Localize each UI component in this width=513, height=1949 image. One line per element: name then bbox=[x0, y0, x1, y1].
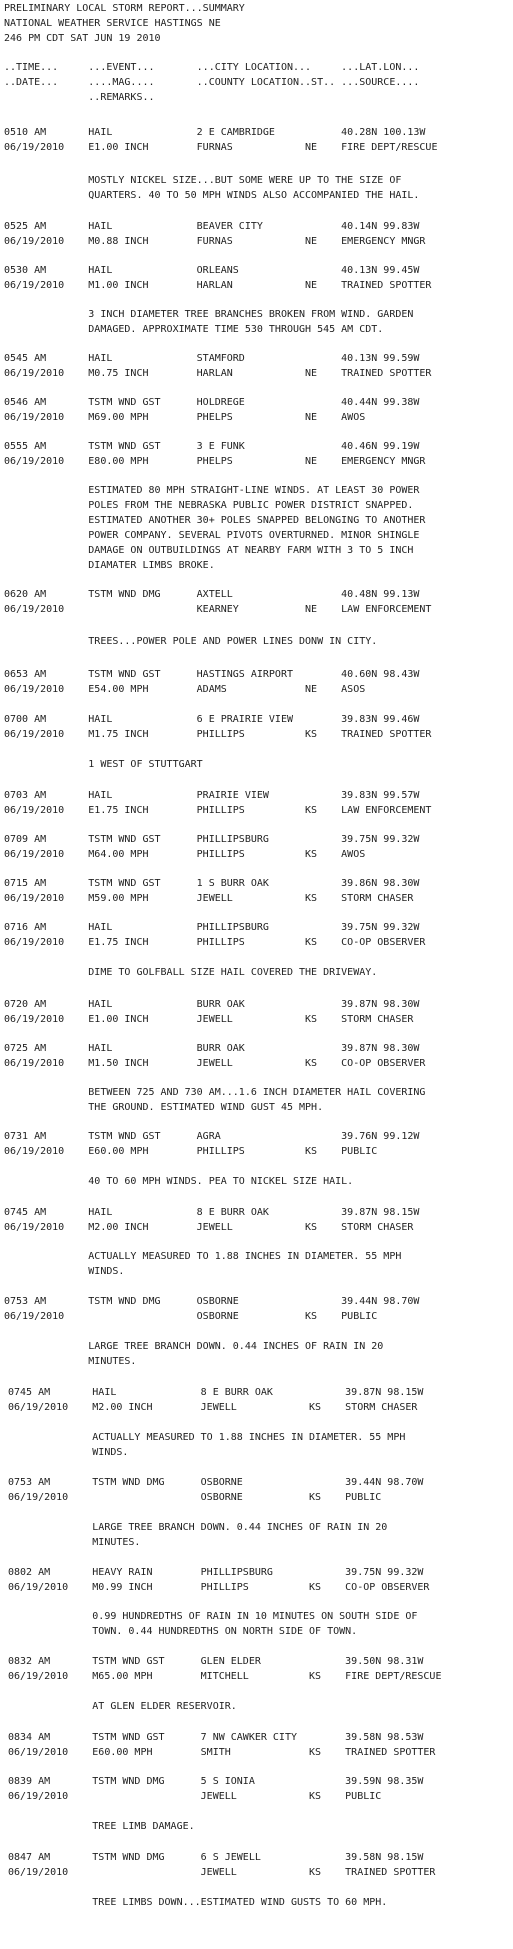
report-line: 06/19/2010 M1.00 INCH HARLAN NE TRAINED SPOTTER bbox=[4, 280, 432, 291]
report-line: 06/19/2010 M1.75 INCH PHILLIPS KS TRAINED SPOTTER bbox=[4, 729, 432, 740]
report-line: 1 WEST OF STUTTGART bbox=[4, 759, 203, 770]
report-line: 0725 AM HAIL BURR OAK 39.87N 98.30W bbox=[4, 1043, 420, 1054]
report-line: MOSTLY NICKEL SIZE...BUT SOME WERE UP TO THE SIZE OF bbox=[4, 175, 402, 186]
report-line: 0709 AM TSTM WND GST PHILLIPSBURG 39.75N 99.32W bbox=[4, 834, 420, 845]
report-line: 06/19/2010 OSBORNE KS PUBLIC bbox=[8, 1492, 382, 1503]
report-line: ESTIMATED ANOTHER 30+ POLES SNAPPED BELONGING TO ANOTHER bbox=[4, 515, 426, 526]
report-line: TOWN. 0.44 HUNDREDTHS ON NORTH SIDE OF TOWN. bbox=[8, 1626, 358, 1637]
report-line: 06/19/2010 E1.00 INCH FURNAS NE FIRE DEPT/RESCUE bbox=[4, 142, 438, 153]
report-line: 0530 AM HAIL ORLEANS 40.13N 99.45W bbox=[4, 265, 420, 276]
report-line: LARGE TREE BRANCH DOWN. 0.44 INCHES OF RAIN IN 20 bbox=[4, 1341, 384, 1352]
report-line: TREE LIMBS DOWN...ESTIMATED WIND GUSTS TO 60 MPH. bbox=[8, 1897, 388, 1908]
report-line: 0510 AM HAIL 2 E CAMBRIDGE 40.28N 100.13W bbox=[4, 127, 426, 138]
report-line: 06/19/2010 M0.88 INCH FURNAS NE EMERGENCY MNGR bbox=[4, 236, 426, 247]
report-line: 06/19/2010 OSBORNE KS PUBLIC bbox=[4, 1311, 378, 1322]
report-line: 06/19/2010 E1.00 INCH JEWELL KS STORM CHASER bbox=[4, 1014, 414, 1025]
report-line: 0839 AM TSTM WND DMG 5 S IONIA 39.59N 98.35W bbox=[8, 1776, 424, 1787]
report-line: 0703 AM HAIL PRAIRIE VIEW 39.83N 99.57W bbox=[4, 790, 420, 801]
report-line: THE GROUND. ESTIMATED WIND GUST 45 MPH. bbox=[4, 1102, 324, 1113]
report-line: DAMAGED. APPROXIMATE TIME 530 THROUGH 545 AM CDT. bbox=[4, 324, 384, 335]
report-line: MINUTES. bbox=[8, 1537, 141, 1548]
report-line: 0834 AM TSTM WND GST 7 NW CAWKER CITY 39.58N 98.53W bbox=[8, 1732, 424, 1743]
report-line: 06/19/2010 M2.00 INCH JEWELL KS STORM CHASER bbox=[4, 1222, 414, 1233]
report-line: LARGE TREE BRANCH DOWN. 0.44 INCHES OF RAIN IN 20 bbox=[8, 1522, 388, 1533]
report-line: 06/19/2010 M2.00 INCH JEWELL KS STORM CHASER bbox=[8, 1402, 418, 1413]
report-line: WINDS. bbox=[8, 1447, 129, 1458]
report-line: 0545 AM HAIL STAMFORD 40.13N 99.59W bbox=[4, 353, 420, 364]
report-line: WINDS. bbox=[4, 1266, 125, 1277]
report-line: 0745 AM HAIL 8 E BURR OAK 39.87N 98.15W bbox=[8, 1387, 424, 1398]
report-line: 3 INCH DIAMETER TREE BRANCHES BROKEN FROM WIND. GARDEN bbox=[4, 309, 414, 320]
report-line: 06/19/2010 M1.50 INCH JEWELL KS CO-OP OBSERVER bbox=[4, 1058, 426, 1069]
report-line: DIME TO GOLFBALL SIZE HAIL COVERED THE DRIVEWAY. bbox=[4, 967, 378, 978]
report-line: ACTUALLY MEASURED TO 1.88 INCHES IN DIAMETER. 55 MPH bbox=[4, 1251, 402, 1262]
report-line: 0700 AM HAIL 6 E PRAIRIE VIEW 39.83N 99.46W bbox=[4, 714, 420, 725]
report-line: 0847 AM TSTM WND DMG 6 S JEWELL 39.58N 98.15W bbox=[8, 1852, 424, 1863]
report-line: 06/19/2010 E60.00 MPH SMITH KS TRAINED SPOTTER bbox=[8, 1747, 436, 1758]
report-line: 0731 AM TSTM WND GST AGRA 39.76N 99.12W bbox=[4, 1131, 420, 1142]
report-line: 06/19/2010 M59.00 MPH JEWELL KS STORM CHASER bbox=[4, 893, 414, 904]
report-line: 0753 AM TSTM WND DMG OSBORNE 39.44N 98.70W bbox=[8, 1477, 424, 1488]
report-line: TREES...POWER POLE AND POWER LINES DONW IN CITY. bbox=[4, 636, 378, 647]
report-line: 06/19/2010 M0.75 INCH HARLAN NE TRAINED SPOTTER bbox=[4, 368, 432, 379]
report-line: 06/19/2010 M0.99 INCH PHILLIPS KS CO-OP OBSERVER bbox=[8, 1582, 430, 1593]
report-line: 06/19/2010 E60.00 MPH PHILLIPS KS PUBLIC bbox=[4, 1146, 378, 1157]
report-line: AT GLEN ELDER RESERVOIR. bbox=[8, 1701, 237, 1712]
report-line: 06/19/2010 M65.00 MPH MITCHELL KS FIRE DEPT/RESCUE bbox=[8, 1671, 442, 1682]
report-line: ..DATE... ....MAG.... ..COUNTY LOCATION..ST.. ...SOURCE.... bbox=[4, 77, 420, 88]
report-line: PRELIMINARY LOCAL STORM REPORT...SUMMARY bbox=[4, 3, 245, 14]
report-line: 0653 AM TSTM WND GST HASTINGS AIRPORT 40.60N 98.43W bbox=[4, 669, 420, 680]
report-line: 0753 AM TSTM WND DMG OSBORNE 39.44N 98.70W bbox=[4, 1296, 420, 1307]
report-line: TREE LIMB DAMAGE. bbox=[8, 1821, 195, 1832]
report-line: 246 PM CDT SAT JUN 19 2010 bbox=[4, 33, 161, 44]
report-line: ..TIME... ...EVENT... ...CITY LOCATION... ...LAT.LON... bbox=[4, 62, 420, 73]
report-line: 0715 AM TSTM WND GST 1 S BURR OAK 39.86N 98.30W bbox=[4, 878, 420, 889]
report-line: ACTUALLY MEASURED TO 1.88 INCHES IN DIAMETER. 55 MPH bbox=[8, 1432, 406, 1443]
report-line: 0620 AM TSTM WND DMG AXTELL 40.48N 99.13W bbox=[4, 589, 420, 600]
report-line: 40 TO 60 MPH WINDS. PEA TO NICKEL SIZE HAIL. bbox=[4, 1176, 354, 1187]
report-line: 0720 AM HAIL BURR OAK 39.87N 98.30W bbox=[4, 999, 420, 1010]
report-line: 06/19/2010 KEARNEY NE LAW ENFORCEMENT bbox=[4, 604, 432, 615]
report-line: POLES FROM THE NEBRASKA PUBLIC POWER DISTRICT SNAPPED. bbox=[4, 500, 414, 511]
report-line: 06/19/2010 E54.00 MPH ADAMS NE ASOS bbox=[4, 684, 366, 695]
report-line: 06/19/2010 M64.00 MPH PHILLIPS KS AWOS bbox=[4, 849, 366, 860]
report-line: 06/19/2010 JEWELL KS TRAINED SPOTTER bbox=[8, 1867, 436, 1878]
report-line: MINUTES. bbox=[4, 1356, 137, 1367]
report-line: 0832 AM TSTM WND GST GLEN ELDER 39.50N 98.31W bbox=[8, 1656, 424, 1667]
report-line: 0.99 HUNDREDTHS OF RAIN IN 10 MINUTES ON SOUTH SIDE OF bbox=[8, 1611, 418, 1622]
report-line: 0546 AM TSTM WND GST HOLDREGE 40.44N 99.38W bbox=[4, 397, 420, 408]
report-line: 06/19/2010 M69.00 MPH PHELPS NE AWOS bbox=[4, 412, 366, 423]
report-line: ESTIMATED 80 MPH STRAIGHT-LINE WINDS. AT LEAST 30 POWER bbox=[4, 485, 420, 496]
report-line: 06/19/2010 E80.00 MPH PHELPS NE EMERGENCY MNGR bbox=[4, 456, 426, 467]
report-line: POWER COMPANY. SEVERAL PIVOTS OVERTURNED. MINOR SHINGLE bbox=[4, 530, 420, 541]
report-line: 0716 AM HAIL PHILLIPSBURG 39.75N 99.32W bbox=[4, 922, 420, 933]
report-line: NATIONAL WEATHER SERVICE HASTINGS NE bbox=[4, 18, 221, 29]
report-line: DAMAGE ON OUTBUILDINGS AT NEARBY FARM WITH 3 TO 5 INCH bbox=[4, 545, 414, 556]
report-line: 06/19/2010 E1.75 INCH PHILLIPS KS CO-OP OBSERVER bbox=[4, 937, 426, 948]
report-line: 0525 AM HAIL BEAVER CITY 40.14N 99.83W bbox=[4, 221, 420, 232]
report-line: 0555 AM TSTM WND GST 3 E FUNK 40.46N 99.19W bbox=[4, 441, 420, 452]
report-line: DIAMATER LIMBS BROKE. bbox=[4, 560, 215, 571]
report-line: 0745 AM HAIL 8 E BURR OAK 39.87N 98.15W bbox=[4, 1207, 420, 1218]
report-line: ..REMARKS.. bbox=[4, 92, 155, 103]
report-line: QUARTERS. 40 TO 50 MPH WINDS ALSO ACCOMPANIED THE HAIL. bbox=[4, 190, 420, 201]
report-line: 0802 AM HEAVY RAIN PHILLIPSBURG 39.75N 99.32W bbox=[8, 1567, 424, 1578]
report-line: 06/19/2010 E1.75 INCH PHILLIPS KS LAW ENFORCEMENT bbox=[4, 805, 432, 816]
report-line: BETWEEN 725 AND 730 AM...1.6 INCH DIAMETER HAIL COVERING bbox=[4, 1087, 426, 1098]
report-line: 06/19/2010 JEWELL KS PUBLIC bbox=[8, 1791, 382, 1802]
